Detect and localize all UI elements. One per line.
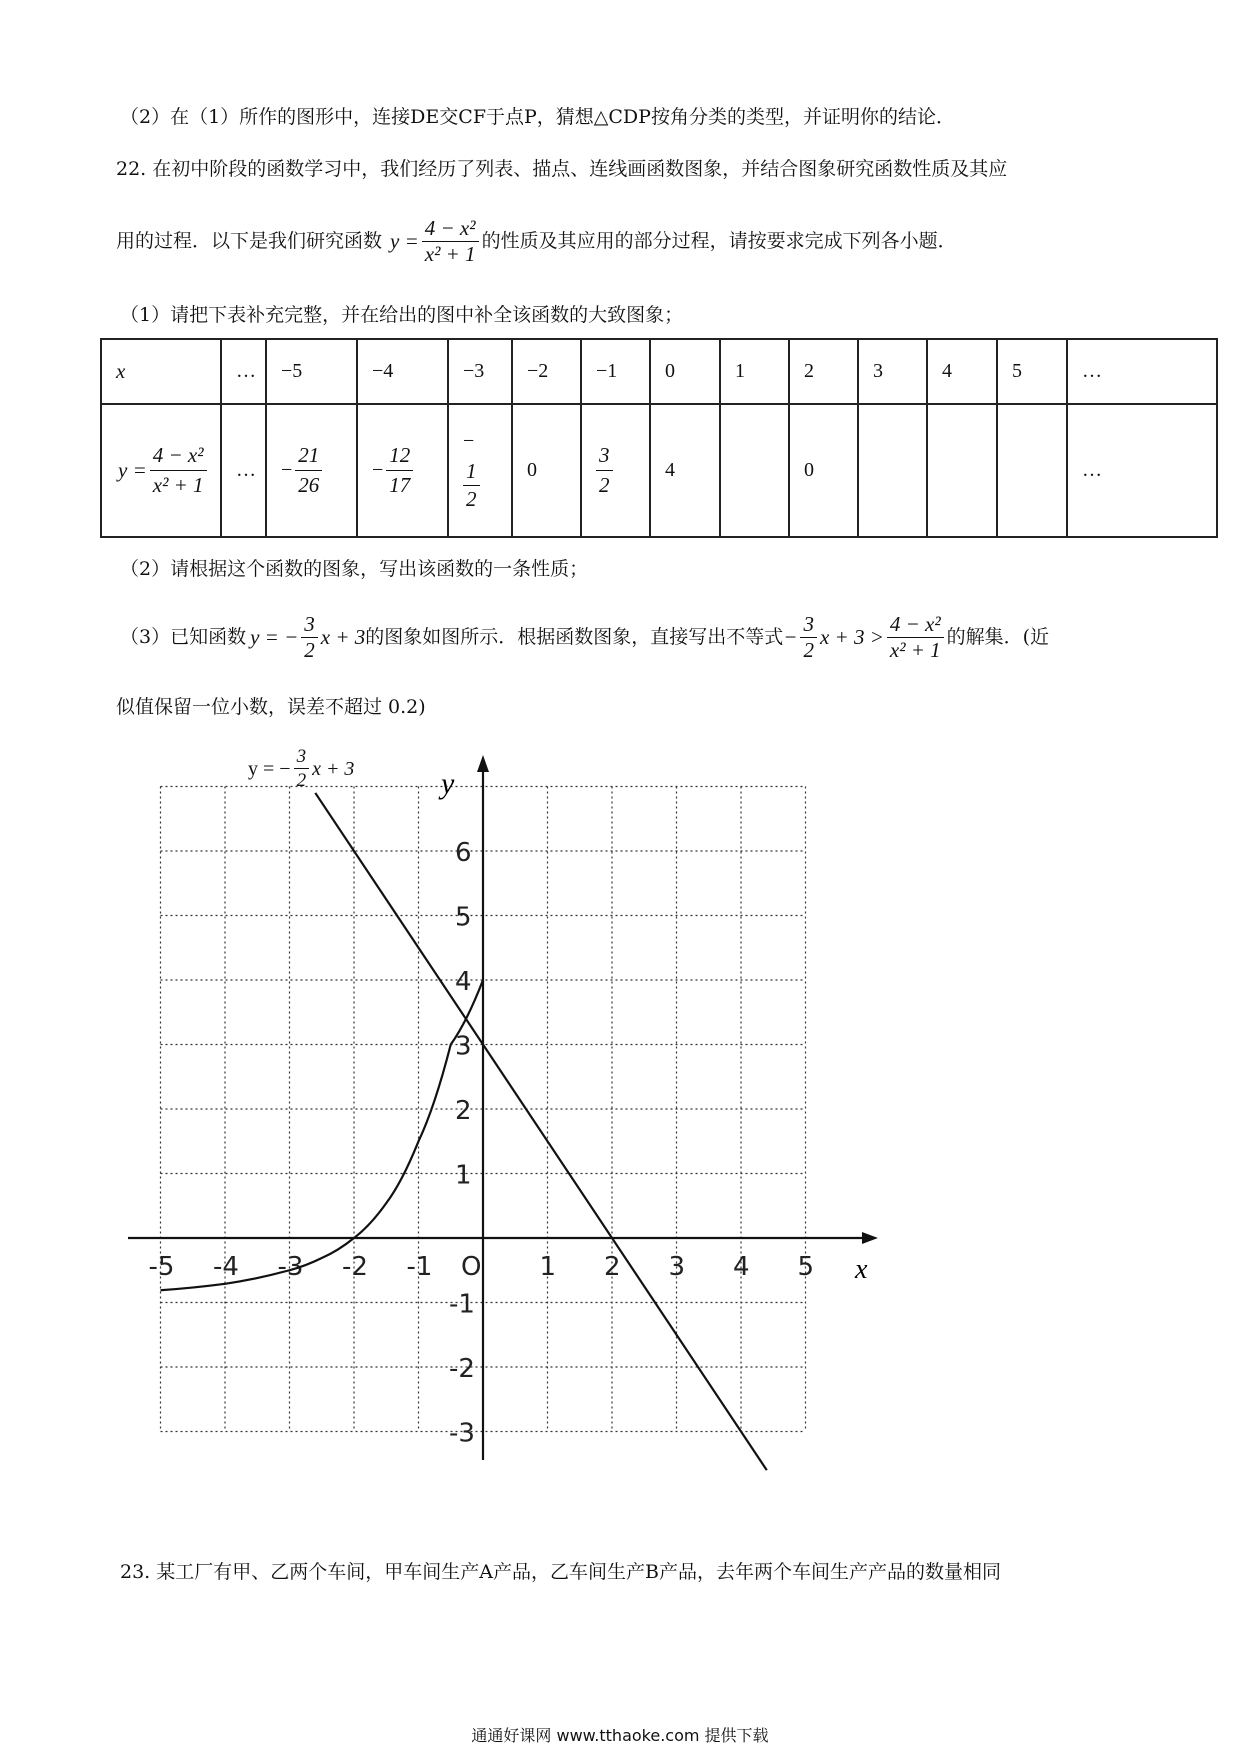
line-func-fraction bbox=[301, 614, 318, 661]
origin-label: O bbox=[461, 1252, 482, 1282]
x-cell: 0 bbox=[650, 339, 720, 404]
y-header-fraction bbox=[150, 443, 207, 498]
y-header-lhs: y = bbox=[118, 458, 147, 482]
x-cell: −4 bbox=[357, 339, 448, 404]
y-m1-num: 3 bbox=[596, 443, 613, 471]
func-lhs: y = bbox=[390, 229, 419, 253]
x-axis-label: x bbox=[855, 1254, 868, 1285]
y-m5-sign: − bbox=[281, 459, 293, 481]
y-m4-num: 12 bbox=[386, 443, 413, 471]
y-tick-label: 4 bbox=[455, 967, 472, 997]
y-m3-fraction bbox=[463, 460, 480, 511]
x-tick-label: 5 bbox=[797, 1252, 815, 1282]
line-label-den: 2 bbox=[296, 770, 307, 791]
q23-line1: 23. 某工厂有甲、乙两个车间，甲车间生产A产品，乙车间生产B产品，去年两个车间生产产品的数量相同 bbox=[120, 1561, 1001, 1583]
y-m5-fraction bbox=[295, 443, 322, 498]
y-cell-1 bbox=[720, 404, 789, 537]
y-tick-label: -2 bbox=[449, 1354, 475, 1384]
footer-text: 通通好课网 www.tthaoke.com 提供下载 bbox=[471, 1726, 769, 1745]
y-m3-num: 1 bbox=[463, 460, 480, 486]
axes-layer bbox=[128, 755, 878, 1460]
line-func-num: 3 bbox=[301, 614, 318, 638]
x-cell: −5 bbox=[266, 339, 357, 404]
y-cell: … bbox=[221, 404, 266, 537]
x-tick-label: 2 bbox=[604, 1252, 621, 1282]
y-m1-fraction bbox=[596, 443, 613, 498]
x-tick-label: -1 bbox=[406, 1252, 433, 1282]
part3-text-b: 的图象如图所示．根据函数图象，直接写出不等式 bbox=[365, 626, 784, 648]
value-table bbox=[100, 338, 1218, 538]
ineq-lhs-fraction bbox=[800, 614, 817, 661]
x-tick-label: 1 bbox=[539, 1252, 557, 1282]
y-cell: … bbox=[1067, 404, 1217, 537]
y-cell-2: 0 bbox=[789, 404, 858, 537]
y-cell-m1 bbox=[581, 404, 650, 537]
ineq-lhs-num: 3 bbox=[800, 614, 817, 638]
tick-label-layer bbox=[149, 767, 869, 1449]
q22-intro-line1: 22. 在初中阶段的函数学习中，我们经历了列表、描点、连线画函数图象，并结合图象研究函数性质及其应 bbox=[116, 158, 1008, 180]
y-m3-den: 2 bbox=[466, 487, 477, 511]
y-m1-den: 2 bbox=[599, 473, 610, 497]
graph-svg bbox=[120, 745, 900, 1475]
x-cell: … bbox=[221, 339, 266, 404]
y-header-den: x² + 1 bbox=[152, 473, 204, 497]
function-curve bbox=[161, 980, 484, 1290]
ineq-rhs-den: x² + 1 bbox=[889, 638, 941, 662]
q22-part1: （1）请把下表补充完整，并在给出的图中补全该函数的大致图象； bbox=[120, 304, 684, 326]
line-label-num: 3 bbox=[294, 747, 310, 769]
x-cell: 3 bbox=[858, 339, 927, 404]
y-cell-5 bbox=[997, 404, 1067, 537]
linear-function-line bbox=[315, 793, 767, 1470]
y-cell-m5 bbox=[266, 404, 357, 537]
x-cell: −2 bbox=[512, 339, 581, 404]
line-label-fraction bbox=[294, 747, 310, 790]
line-label-lhs: y = − bbox=[248, 757, 291, 780]
y-header-cell bbox=[101, 404, 221, 537]
func-fraction bbox=[422, 218, 479, 265]
y-cell-m2: 0 bbox=[512, 404, 581, 537]
func-numerator: 4 − x² bbox=[422, 218, 479, 242]
q22-intro-line2 bbox=[116, 218, 957, 265]
x-tick-label: -4 bbox=[213, 1252, 239, 1282]
line-label bbox=[248, 747, 354, 790]
q22-intro-after: 的性质及其应用的部分过程，请按要求完成下列各小题． bbox=[481, 230, 957, 252]
ineq-rhs-fraction bbox=[887, 614, 944, 661]
line-label-rhs: x + 3 bbox=[312, 757, 355, 780]
y-axis-label: y bbox=[441, 767, 455, 800]
x-cell: 5 bbox=[997, 339, 1067, 404]
line-func-den: 2 bbox=[304, 638, 315, 662]
y-m4-sign: − bbox=[372, 459, 384, 481]
y-cell-0: 4 bbox=[650, 404, 720, 537]
x-tick-label: -3 bbox=[277, 1252, 304, 1282]
y-cell-3 bbox=[858, 404, 927, 537]
ineq-rhs-num: 4 − x² bbox=[887, 614, 944, 638]
y-cell-m3 bbox=[448, 404, 512, 537]
y-header-num: 4 − x² bbox=[150, 443, 207, 471]
part3-text-c: 的解集．(近 bbox=[946, 626, 1050, 648]
y-m5-num: 21 bbox=[295, 443, 322, 471]
x-cell: 1 bbox=[720, 339, 789, 404]
line-func-rhs: x + 3 bbox=[320, 625, 366, 649]
ineq-lhs-pre: − bbox=[783, 625, 798, 649]
x-axis-arrow-icon bbox=[862, 1232, 878, 1244]
ineq-lhs-den: 2 bbox=[803, 638, 814, 662]
x-tick-label: -2 bbox=[342, 1252, 368, 1282]
y-tick-label: -3 bbox=[449, 1418, 475, 1449]
y-m4-den: 17 bbox=[389, 473, 411, 497]
y-m3-sign: − bbox=[463, 429, 475, 452]
y-tick-label: 5 bbox=[455, 902, 472, 933]
x-tick-label: 3 bbox=[668, 1252, 686, 1282]
q22-part3-line2: 似值保留一位小数，误差不超过 0.2) bbox=[116, 696, 426, 718]
y-tick-label: 1 bbox=[455, 1160, 472, 1191]
table-row-y bbox=[101, 404, 1217, 537]
y-tick-label: 2 bbox=[455, 1096, 472, 1126]
func-denominator: x² + 1 bbox=[424, 242, 476, 266]
q22-part3-line1 bbox=[120, 614, 1049, 661]
q21-part2-text: （2）在（1）所作的图形中，连接DE交CF于点P，猜想△CDP按角分类的类型，并证明你的结论． bbox=[120, 106, 955, 128]
x-cell: −3 bbox=[448, 339, 512, 404]
y-m4-fraction bbox=[386, 443, 413, 498]
y-axis-arrow-icon bbox=[477, 755, 489, 772]
part3-text-a: （3）已知函数 bbox=[120, 626, 247, 648]
x-tick-label: -5 bbox=[148, 1252, 175, 1282]
y-m5-den: 26 bbox=[298, 473, 320, 497]
q22-part2: （2）请根据这个函数的图象，写出该函数的一条性质； bbox=[120, 558, 589, 580]
table-row-x bbox=[101, 339, 1217, 404]
x-header-cell: x bbox=[101, 339, 221, 404]
x-cell: 4 bbox=[927, 339, 997, 404]
x-cell: −1 bbox=[581, 339, 650, 404]
function-graph bbox=[120, 745, 900, 1480]
x-tick-label: 4 bbox=[733, 1252, 750, 1282]
line-func-lhs: y = − bbox=[250, 625, 299, 649]
x-cell: 2 bbox=[789, 339, 858, 404]
y-cell-4 bbox=[927, 404, 997, 537]
q22-intro-before: 用的过程．以下是我们研究函数 bbox=[116, 230, 383, 252]
y-tick-label: 3 bbox=[455, 1031, 472, 1062]
y-cell-m4 bbox=[357, 404, 448, 537]
ineq-mid: x + 3 > bbox=[819, 625, 884, 649]
y-tick-label: -1 bbox=[449, 1289, 475, 1320]
x-cell: … bbox=[1067, 339, 1217, 404]
y-tick-label: 6 bbox=[455, 838, 472, 868]
